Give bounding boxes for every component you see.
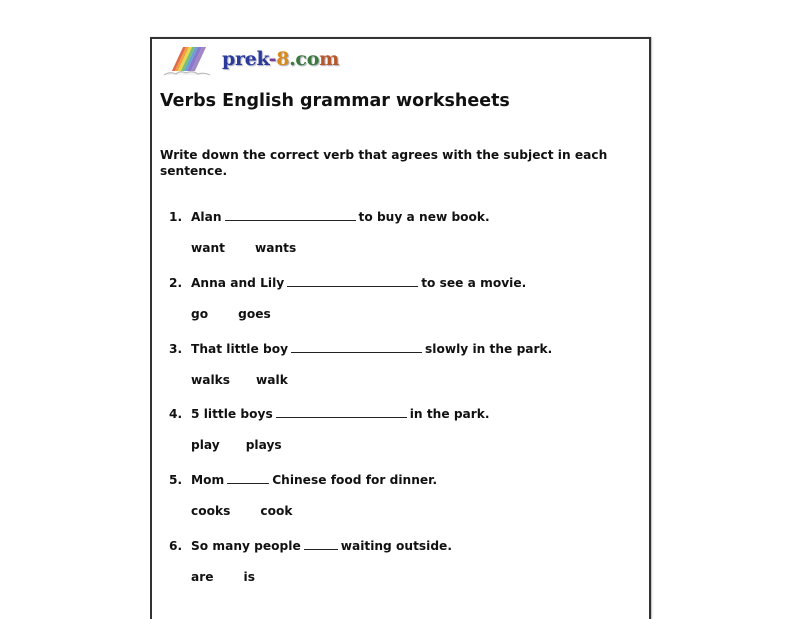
choices-5 bbox=[191, 504, 292, 518]
question-text-before: Anna and Lily bbox=[191, 276, 285, 290]
choice-option[interactable]: plays bbox=[245, 438, 282, 452]
answer-blank[interactable] bbox=[291, 340, 422, 353]
choices-4 bbox=[191, 438, 282, 452]
choice-option[interactable]: is bbox=[243, 570, 255, 584]
choice-option[interactable]: walks bbox=[191, 373, 231, 387]
answer-blank[interactable] bbox=[304, 537, 338, 550]
question-text-before: Alan bbox=[191, 210, 222, 224]
choice-option[interactable]: go bbox=[191, 307, 209, 321]
question-5 bbox=[169, 471, 437, 487]
choice-option[interactable]: wants bbox=[255, 241, 297, 255]
question-text-after: waiting outside. bbox=[340, 539, 452, 553]
question-number: 6. bbox=[169, 539, 183, 553]
question-4 bbox=[169, 405, 490, 421]
choice-option[interactable]: play bbox=[191, 438, 220, 452]
choice-option[interactable]: are bbox=[191, 570, 214, 584]
answer-blank[interactable] bbox=[227, 471, 269, 484]
choices-3 bbox=[191, 373, 288, 387]
page-title: Verbs English grammar worksheets bbox=[160, 91, 510, 111]
instructions: Write down the correct verb that agrees with the subject in each sentence. bbox=[160, 148, 608, 178]
choice-option[interactable]: want bbox=[191, 241, 225, 255]
question-3 bbox=[169, 340, 552, 356]
question-text-after: Chinese food for dinner. bbox=[272, 473, 438, 487]
worksheet-page bbox=[150, 37, 651, 619]
answer-blank[interactable] bbox=[225, 208, 356, 221]
question-number: 2. bbox=[169, 276, 183, 290]
question-text-after: to see a movie. bbox=[421, 276, 527, 290]
answer-blank[interactable] bbox=[276, 405, 407, 418]
choice-option[interactable]: goes bbox=[238, 307, 271, 321]
question-6 bbox=[169, 537, 452, 553]
question-text-before: 5 little boys bbox=[191, 407, 273, 421]
site-logo[interactable] bbox=[162, 45, 362, 81]
question-number: 4. bbox=[169, 407, 183, 421]
question-text-before: That little boy bbox=[191, 342, 289, 356]
question-number: 3. bbox=[169, 342, 183, 356]
choice-option[interactable]: walk bbox=[256, 373, 288, 387]
question-text-before: Mom bbox=[191, 473, 225, 487]
question-1 bbox=[169, 208, 490, 224]
choices-6 bbox=[191, 570, 255, 584]
logo-text: prek-8.com bbox=[222, 48, 339, 70]
question-text-after: in the park. bbox=[409, 407, 490, 421]
choices-2 bbox=[191, 307, 271, 321]
question-text-after: slowly in the park. bbox=[425, 342, 553, 356]
question-2 bbox=[169, 274, 526, 290]
question-number: 5. bbox=[169, 473, 183, 487]
choice-option[interactable]: cooks bbox=[191, 504, 231, 518]
question-text-before: So many people bbox=[191, 539, 301, 553]
choices-1 bbox=[191, 241, 296, 255]
answer-blank[interactable] bbox=[287, 274, 418, 287]
question-number: 1. bbox=[169, 210, 183, 224]
rainbow-icon bbox=[162, 45, 214, 79]
question-text-after: to buy a new book. bbox=[358, 210, 490, 224]
choice-option[interactable]: cook bbox=[260, 504, 293, 518]
